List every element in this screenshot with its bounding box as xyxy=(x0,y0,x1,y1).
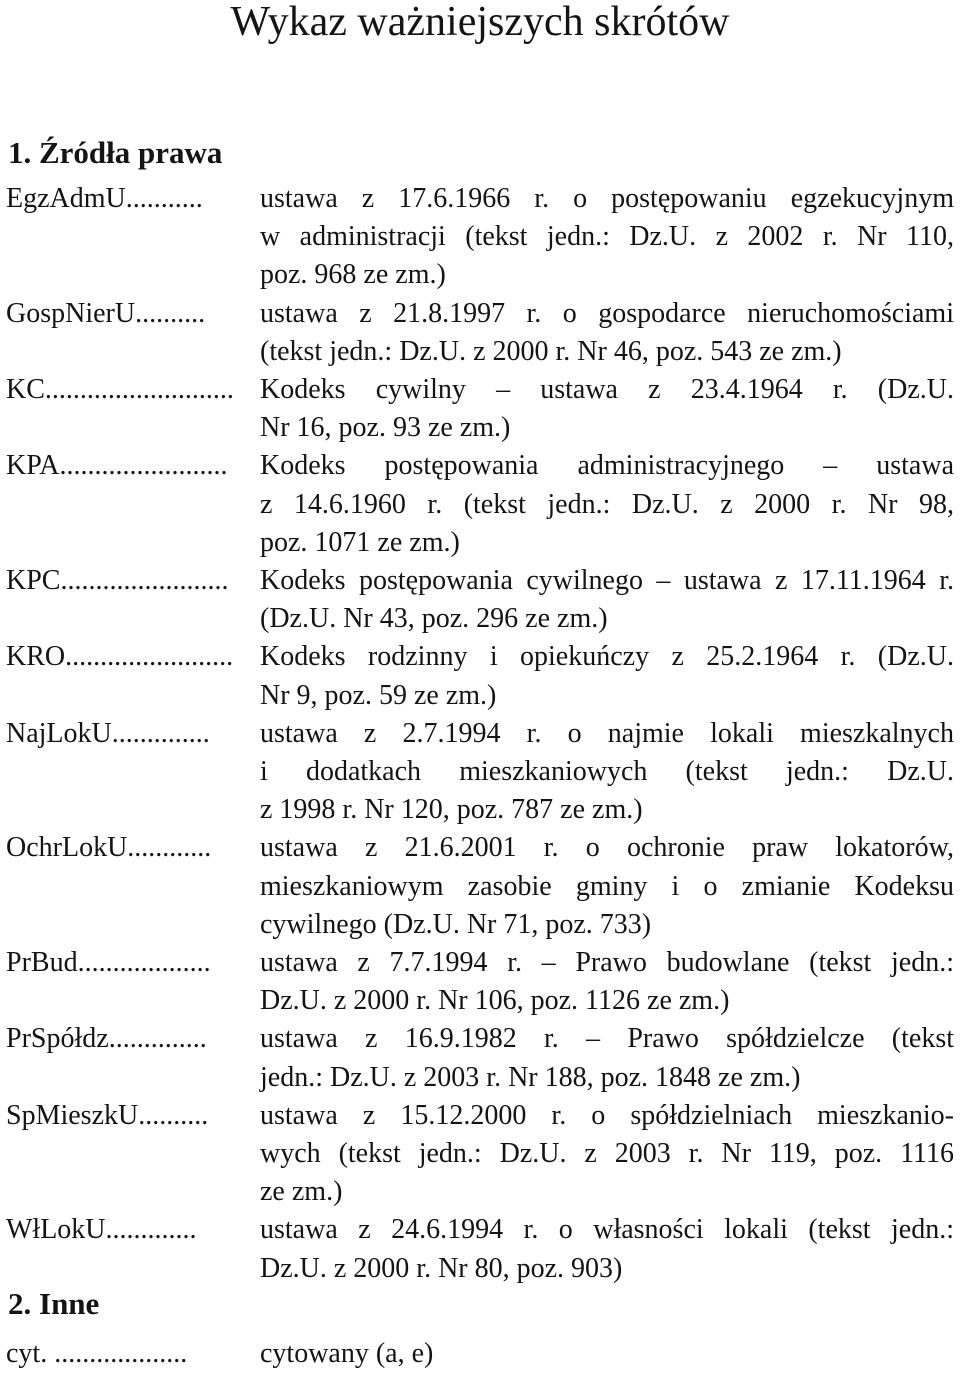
leader-dots: ........................ xyxy=(60,565,229,596)
abbreviation-term xyxy=(6,295,260,333)
abbreviation-text: OchrLokU xyxy=(6,832,128,864)
leader-dots: .......... xyxy=(135,297,206,329)
leader-dots: .......... xyxy=(138,1099,209,1131)
abbreviation-text: PrSpółdz xyxy=(6,1023,109,1055)
leader-dots: ................... xyxy=(54,1338,188,1369)
abbreviation-term xyxy=(6,638,260,676)
abbreviation-text: SpMieszkU xyxy=(6,1099,139,1131)
abbreviation-definition xyxy=(260,1097,954,1212)
definition-line: wych (tekst jedn.: Dz.U. z 2003 r. Nr 119, poz. 1116 xyxy=(260,1137,954,1169)
abbreviation-text: KPC xyxy=(6,565,61,596)
abbreviation-term xyxy=(6,1097,260,1135)
abbreviation-definition xyxy=(260,180,954,295)
abbreviation-definition xyxy=(260,638,954,714)
definition-line: Kodeks rodzinny i opiekuńczy z 25.2.1964 r. (Dz.U. xyxy=(260,641,954,673)
abbreviation-definition xyxy=(260,295,954,371)
abbreviation-term xyxy=(6,1211,260,1249)
abbreviation-text: PrBud xyxy=(6,947,78,978)
definition-line: ze zm.) xyxy=(260,1176,343,1208)
abbreviation-definition xyxy=(260,371,954,447)
definition-line: z 1998 r. Nr 120, poz. 787 ze zm.) xyxy=(260,794,643,826)
abbreviation-definition xyxy=(260,715,954,830)
definition-line: ustawa z 7.7.1994 r. – Prawo budowlane (tekst jedn.: xyxy=(260,947,954,978)
definition-line: ustawa z 17.6.1966 r. o postępowaniu egzekucyjnym xyxy=(260,183,954,214)
abbreviation-term xyxy=(6,447,260,485)
abbreviation-text: KPA xyxy=(6,450,60,482)
definition-line: ustawa z 15.12.2000 r. o spółdzielniach mieszkanio- xyxy=(260,1099,954,1131)
abbreviation-term xyxy=(6,562,260,600)
abbreviation-term xyxy=(6,1335,260,1373)
abbreviation-text: KC xyxy=(6,374,45,405)
definition-line: w administracji (tekst jedn.: Dz.U. z 2002 r. Nr 110, xyxy=(260,221,954,253)
definition-line: ustawa z 21.8.1997 r. o gospodarce nieruchomościami xyxy=(260,297,954,329)
abbreviation-definition xyxy=(260,1020,954,1096)
leader-dots: ............. xyxy=(105,1214,197,1246)
definition-line: poz. 1071 ze zm.) xyxy=(260,526,460,558)
leader-dots: ........................ xyxy=(59,450,228,482)
abbreviation-definition xyxy=(260,1335,954,1373)
abbreviation-term xyxy=(6,944,260,982)
abbreviation-definition xyxy=(260,829,954,944)
definition-line: Kodeks postępowania cywilnego – ustawa z 17.11.1964 r. xyxy=(260,565,954,596)
definition-line: ustawa z 16.9.1982 r. – Prawo spółdzielcze (tekst xyxy=(260,1023,954,1055)
definition-line: ustawa z 24.6.1994 r. o własności lokali (tekst jedn.: xyxy=(260,1214,954,1246)
leader-dots: ............ xyxy=(127,832,212,864)
leader-dots: ........................... xyxy=(44,374,234,405)
abbreviation-definition xyxy=(260,944,954,1020)
definition-line: Nr 16, poz. 93 ze zm.) xyxy=(260,412,511,444)
abbreviation-term xyxy=(6,180,260,218)
definition-line: cywilnego (Dz.U. Nr 71, poz. 733) xyxy=(260,908,652,940)
abbreviation-text: cyt. xyxy=(6,1338,55,1369)
definition-line: z 14.6.1960 r. (tekst jedn.: Dz.U. z 2000 r. Nr 98, xyxy=(260,488,954,520)
definition-line: poz. 968 ze zm.) xyxy=(260,259,446,291)
leader-dots: ................... xyxy=(77,947,211,978)
abbreviation-text: NajLokU xyxy=(6,717,112,749)
definition-line: ustawa z 2.7.1994 r. o najmie lokali mieszkalnych xyxy=(260,717,954,749)
section-heading-2: 2. Inne xyxy=(8,1286,100,1321)
abbreviation-definition xyxy=(260,447,954,562)
definition-line: (Dz.U. Nr 43, poz. 296 ze zm.) xyxy=(260,603,608,635)
abbreviation-text: EgzAdmU xyxy=(6,183,126,214)
abbreviation-text: KRO xyxy=(6,641,66,673)
leader-dots: ........................ xyxy=(65,641,234,673)
definition-line: cytowany (a, e) xyxy=(260,1338,434,1369)
definition-line: Dz.U. z 2000 r. Nr 106, poz. 1126 ze zm.) xyxy=(260,985,730,1017)
definition-line: (tekst jedn.: Dz.U. z 2000 r. Nr 46, poz. 543 ze zm.) xyxy=(260,335,842,367)
abbreviation-definition xyxy=(260,562,954,638)
abbreviation-term xyxy=(6,829,260,867)
abbreviation-definition xyxy=(260,1211,954,1287)
leader-dots: .............. xyxy=(108,1023,207,1055)
abbreviation-term xyxy=(6,371,260,409)
definition-line: i dodatkach mieszkaniowych (tekst jedn.: Dz.U. xyxy=(260,755,954,787)
page-title: Wykaz ważniejszych skrótów xyxy=(230,0,730,45)
leader-dots: ........... xyxy=(125,183,203,214)
definition-line: Nr 9, poz. 59 ze zm.) xyxy=(260,679,497,711)
abbreviation-term xyxy=(6,1020,260,1058)
definition-line: mieszkaniowym zasobie gminy i o zmianie Kodeksu xyxy=(260,870,954,902)
definition-line: Kodeks cywilny – ustawa z 23.4.1964 r. (Dz.U. xyxy=(260,374,954,405)
section-heading-1: 1. Źródła prawa xyxy=(8,135,223,170)
definition-line: ustawa z 21.6.2001 r. o ochronie praw lokatorów, xyxy=(260,832,954,864)
definition-line: jedn.: Dz.U. z 2003 r. Nr 188, poz. 1848 ze zm.) xyxy=(260,1061,801,1093)
leader-dots: .............. xyxy=(111,717,210,749)
definition-line: Dz.U. z 2000 r. Nr 80, poz. 903) xyxy=(260,1252,623,1284)
abbreviation-text: GospNierU xyxy=(6,297,136,329)
definition-line: Kodeks postępowania administracyjnego – ustawa xyxy=(260,450,954,482)
abbreviation-term xyxy=(6,715,260,753)
abbreviation-text: WłLokU xyxy=(6,1214,106,1246)
